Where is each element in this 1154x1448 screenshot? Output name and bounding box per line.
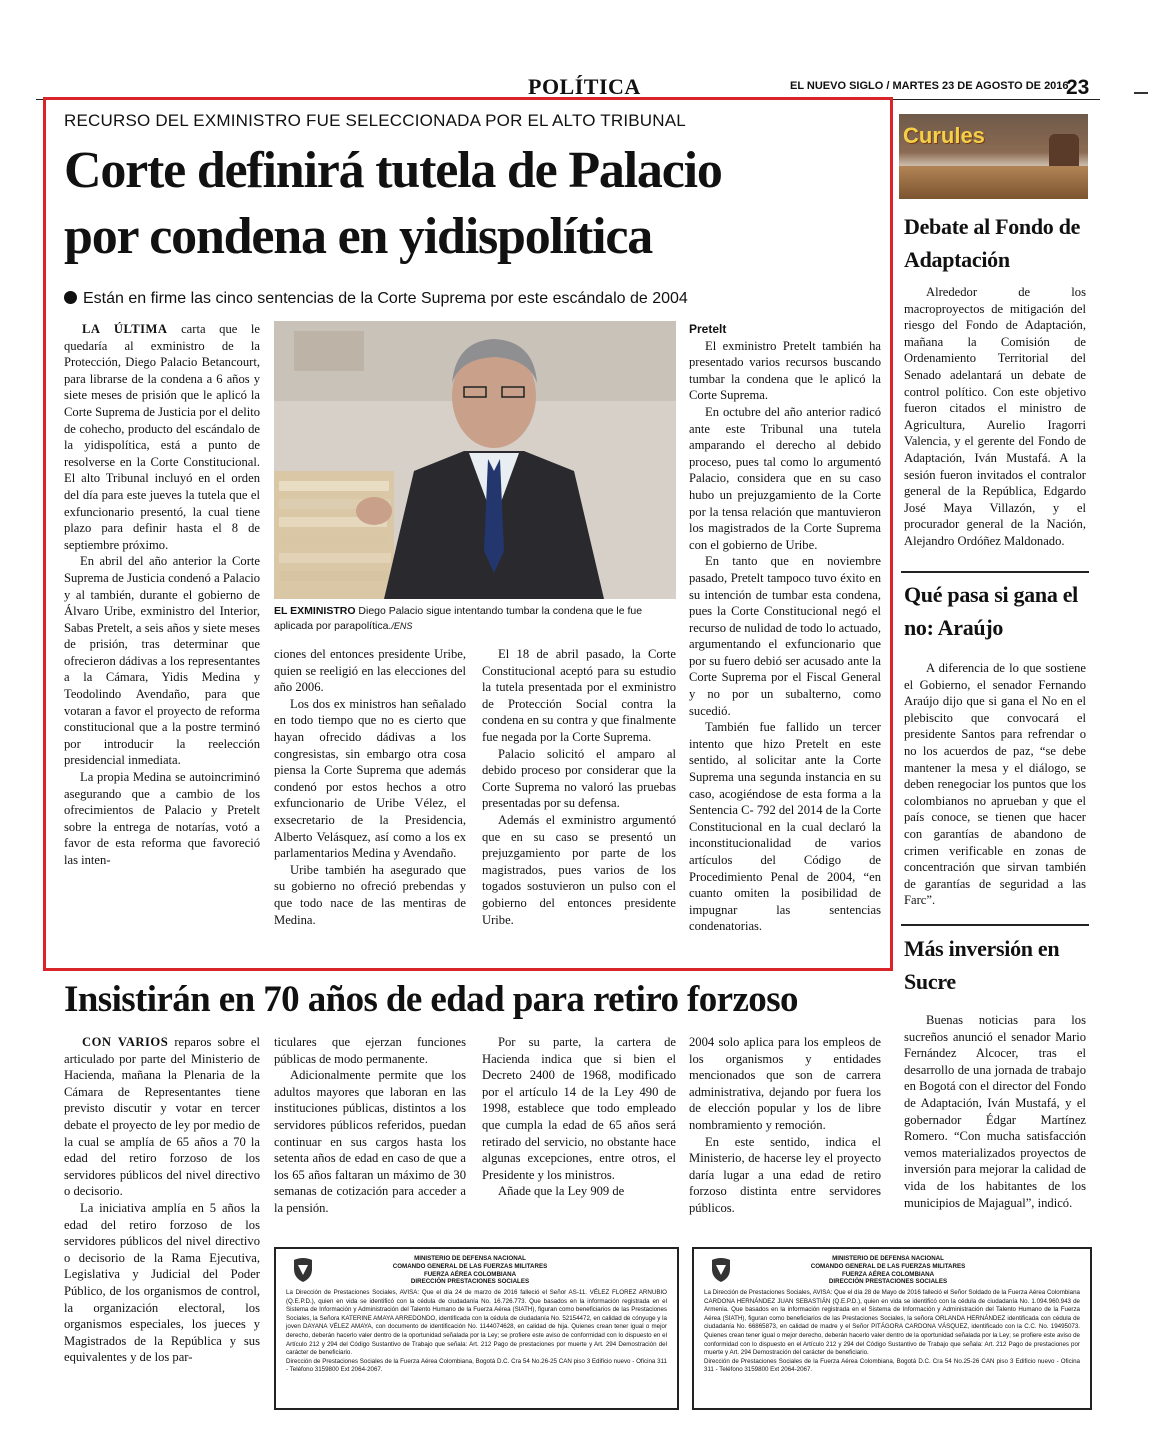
notice-text — [704, 1289, 1080, 1375]
sidebar-title-3: Más inversión en Sucre — [904, 936, 1060, 994]
desk-illustration — [899, 166, 1088, 199]
caption-head: EL EXMINISTRO — [274, 605, 356, 617]
caption-credit: /ENS — [391, 621, 413, 631]
paragraph: Alrededor de los macroproyectos de mitigación del riesgo del Fondo de Adaptación, mañana la Comisión de Ordenamiento Territorial del Senado adelantará un debate de control político. Con este objetivo fueron citados el ministro de Agricultura, Aurelio Iragorri Valencia, y el gerente del Fondo de Adaptación, Iván Mustafá. A la sesión fueron invitados el contralor general de la República, Edgardo José Maya Villazón, y el procurador general de la Nación, Alejandro Ordóñez Maldonado. — [904, 285, 1086, 548]
sidebar-divider — [901, 924, 1089, 926]
paragraph: A diferencia de lo que sostiene el Gobierno, el senador Fernando Araújo dijo que si gana el No en el plebiscito que convocará el presidente Santos para refrendar o no los acuerdos de paz, “se debe mantener la mesa y el diálogo, se deben renegociar los puntos que los colombianos no aprueban y que el país conoce, se tienen que hacer con garantías de abandono de crimen verificable en zonas de concentración que sirvan también de garantías de seguridad a las Farc”. — [904, 661, 1086, 908]
subhead-text: Están en firme las cinco sentencias de la Corte Suprema por este escándalo de 2004 — [83, 290, 688, 307]
date-line: EL NUEVO SIGLO / MARTES 23 DE AGOSTO DE 2016 — [790, 80, 1069, 92]
caption-text: Diego Palacio sigue intentando tumbar la condena que le fue aplicada por parapolítica. — [274, 605, 643, 632]
notice-text — [286, 1289, 667, 1375]
paragraph: ticulares que ejerzan funciones públicas de modo permanente. — [274, 1035, 466, 1066]
bullet-icon — [64, 291, 77, 304]
second-column-1 — [64, 1034, 260, 1406]
lead-in: LA ÚLTIMA — [82, 322, 168, 336]
photo-illustration — [274, 321, 676, 599]
paragraph: La iniciativa amplía en 5 años la edad del retiro forzoso de los servidores públicos del nivel directivo o decisorio de la Rama Ejecutiva, Legislativa y Judicial del Poder Público, de los organismos de control, la organización electoral, los organismos especiales, los jueces y Magistrados de la República y sus equivalentes y de los par- — [64, 1200, 260, 1365]
curules-badge — [899, 114, 1088, 199]
paragraph: En este sentido, indica el Ministerio, de hacerse ley el proyecto daría lugar a una edad de retiro forzoso distinta entre servidores públicos. — [689, 1134, 881, 1215]
article-photo — [274, 321, 676, 599]
notice-body: La Dirección de Prestaciones Sociales, AVISA: Que el día 28 de Mayo de 2016 falleció el Señor Soldado de la Fuerza Aérea Colombiana CARDONA HERNÁNDEZ JUAN SEBASTIÁN (Q.E.P.D.), quien en vida se identificó con la cédula de ciudadanía No. 1.094.960.943 de Armenia. Que basados en la información registrada en el Sistema de Información y Administración del Talento Humano de la Fuerza Aérea (SIATH), figuran como beneficiarios de las Prestaciones Sociales, la señora ORLANDA HERNÁNDEZ identificada con cédula de ciudadanía No. 66865873, en calidad de madre y el Señor PITÁGORA CARDONA VÁSQUEZ, identificado con la C.C. No. 19495073. Quienes crean tener igual o mejor derecho, deberán hacerlo valer dentro de la oportunidad señalada por la Ley; se profiere este aviso de conformidad con lo dispuesto en el Artículo 212 y 294 del Código Sustantivo de Trabajo que señala: Art. 212 Pago de prestaciones por muerte y Art. 294 Demostración del carácter de beneficiario. — [704, 1289, 1080, 1357]
paragraph: carta que le quedaría al exministro de la Protección, Diego Palacio Betancourt, para librarse de la condena a 6 años y siete meses de prisión que le aplicó la Corte Suprema de Justicia por el delito de cohecho, producto del escándalo de la yidispolítica, está a punto de resolverse en la Corte Constitucional. El alto Tribunal incluyó en el orden del día para este jueves la tutela que el exfuncionario presentó, la cual tiene plazo para definir hasta el 8 de septiembre próximo. — [64, 322, 260, 552]
paragraph: Uribe también ha asegurado que su gobierno no ofreció prebendas y que todo nace de las mentiras de Medina. — [274, 862, 466, 927]
sidebar-title-2: Qué pasa si gana el no: Araújo — [904, 582, 1078, 640]
second-column-3 — [482, 1034, 676, 1240]
notice-title-line: COMANDO GENERAL DE LAS FUERZAS MILITARES — [810, 1262, 966, 1270]
paragraph: reparos sobre el articulado por parte del Ministerio de Hacienda, mañana la Plenaria de la Cámara de Representantes tiene previsto discutir y votar en tercer debate el proyecto de ley por medio de la cual se amplía de 65 años a 70 la edad del retiro forzoso de los servidores públicos del nivel directivo o decisorio. — [64, 1035, 260, 1199]
notice-title-line: FUERZA AÉREA COLOMBIANA — [841, 1270, 935, 1278]
second-headline: Insistirán en 70 años de edad para retiro forzoso — [64, 979, 798, 1020]
section-title: POLÍTICA — [528, 74, 641, 99]
legal-notice-2 — [692, 1247, 1092, 1410]
lead-in: CON VARIOS — [82, 1035, 169, 1049]
article-column-2 — [274, 646, 466, 962]
paragraph: Además el exministro argumentó que en su caso se presentó un prejuzgamiento por parte de los magistrados, pues varios de los togados sostuvieron un pulso con el gobierno del entonces presidente Uribe. — [482, 812, 676, 927]
article-subhead — [64, 290, 864, 312]
paragraph: Buenas noticias para los sucreños anunció el senador Mario Fernández Alcocer, tras el desarrollo de una jornada de trabajo en Bogotá con el director del Fondo de Adaptación, Iván Mustafá, y el gobernador Édgar Martínez Romero. “Con mucha satisfacción vemos materializados proyectos de inversión para mejorar la calidad de vida de los habitantes de los municipios de Majagual”, indicó. — [904, 1013, 1086, 1210]
notice-title-line: DIRECCIÓN PRESTACIONES SOCIALES — [410, 1278, 530, 1286]
paragraph: La propia Medina se autoincriminó asegurando que a cambio de los ofrecimientos de Palacio y Pretelt sobre la entrega de notarías, votó a favor de esta reforma que favoreció las inten- — [64, 770, 260, 867]
article-column-4 — [689, 321, 881, 966]
legal-notice-1 — [274, 1247, 679, 1410]
sidebar-title-1: Debate al Fondo de Adaptación — [904, 214, 1081, 272]
second-column-2 — [274, 1034, 466, 1240]
notice-footer: Dirección de Prestaciones Sociales de la Fuerza Aérea Colombiana, Bogotá D.C. Cra 54 No.25-26 CAN piso 3 Edificio nuevo - Oficina 311 - Teléfono 3159800 Ext 2064-2067. — [704, 1357, 1080, 1374]
paragraph: En octubre del año anterior radicó ante este Tribunal una tutela amparando el derecho al debido proceso, pues tal como lo argumentó Palacio, considera que en su caso hubo un prejuzgamiento de la Corte por la tensa relación que mantuvieron los magistrados de la Corte Suprema con el gobierno de Uribe. — [689, 404, 881, 552]
paragraph: Palacio solicitó el amparo al debido proceso por considerar que la Corte Suprema no valoró las pruebas presentadas por su defensa. — [482, 746, 676, 811]
notice-title-line: MINISTERIO DE DEFENSA NACIONAL — [832, 1255, 944, 1262]
paragraph: El exministro Pretelt también ha presentado varios recursos buscando tumbar la condena que le aplicó la Corte Suprema. — [689, 338, 881, 403]
paragraph: ciones del entonces presidente Uribe, quien se reeligió en las elecciones del año 2006. — [274, 647, 466, 695]
second-column-4 — [689, 1034, 881, 1240]
paragraph: Los dos ex ministros han señalado en todo tiempo que no es cierto que hayan ofrecido dádivas a los congresistas, sin embargo otra cosa piensa la Corte Suprema que además condenó por estos hechos a otro exfuncionario de Uribe Vélez, el exsecretario de la Presidencia, Alberto Velásquez, así como a los ex parlamentarios Medina y Avendaño. — [274, 696, 466, 861]
page-number: 23 — [1066, 76, 1090, 99]
notice-title — [320, 1255, 620, 1286]
sidebar-text-3 — [904, 1012, 1086, 1222]
paragraph: El 18 de abril pasado, la Corte Constitucional aceptó para su estudio la tutela presentada por el exministro de Protección Social contra la condena en su contra y que finalmente fue negada por la Corte Suprema. — [482, 647, 676, 744]
paragraph: En abril del año anterior la Corte Suprema de Justicia condenó a Palacio y al también, durante el gobierno de Álvaro Uribe, exministro del Interior, Sabas Pretelt, a seis años y siete meses de prisión, tras determinar que ofrecieron dádivas a los representantes a la Cámara, Yidis Medina y Teodolindo Avendaño, para que votaran a favor el proyecto de reforma constitucional que a la postre terminó por introducir la reelección presidencial inmediata. — [64, 554, 260, 768]
coat-of-arms-icon — [710, 1257, 732, 1283]
sidebar-text-2 — [904, 660, 1086, 918]
paragraph: Añade que la Ley 909 de — [498, 1184, 625, 1199]
photo-caption — [274, 604, 676, 640]
column-subtitle: Pretelt — [689, 322, 727, 336]
paragraph: 2004 solo aplica para los empleos de los organismos y entidades mencionados que son de carrera administrativa, dejando por fuera los de elección popular y los de libre nombramiento y remoción. — [689, 1035, 881, 1132]
article-column-3 — [482, 646, 676, 962]
scan-mark — [1134, 92, 1148, 94]
paragraph: También fue fallido un tercer intento que hizo Pretelt en este sentido, al solicitar ante la Corte Suprema una segunda instancia en su caso, acogiéndose de esta forma a la Sentencia C- 792 del 2014 de la Corte Constitucional en la cual declaró la inconstitucionalidad de varios artículos del Código de Procedimiento Penal de 2004, “en cuanto omiten la posibilidad de impugnar las sentencias condenatorias. — [689, 720, 882, 934]
paragraph: Por su parte, la cartera de Hacienda indica que si bien el Decreto 2400 de 1968, modificado por el artículo 14 de la Ley 490 de 1998, establece que todo empleado que cumpla la edad de 65 años será retirado del servicio, no obstante hace algunas excepciones, entre otros, el Presidente y los ministros. — [482, 1035, 676, 1182]
article-kicker: RECURSO DEL EXMINISTRO FUE SELECCIONADA POR EL ALTO TRIBUNAL — [64, 111, 686, 130]
notice-title-line: COMANDO GENERAL DE LAS FUERZAS MILITARES — [392, 1262, 548, 1270]
notice-title-line: DIRECCIÓN PRESTACIONES SOCIALES — [828, 1278, 948, 1286]
notice-title — [738, 1255, 1038, 1286]
paragraph: En tanto que en noviembre pasado, Pretelt tampoco tuvo éxito en su intención de tumbar esta condena, pues la Corte Constitucional negó el recurso de nulidad de todo lo actuado, argumentando el exfuncionario que por su fuero debió ser acusado ante la Corte Suprema por el Fiscal General y no por un subalterno, como sucedió. — [689, 554, 881, 718]
headline-line-2: por condena en yidispolítica — [64, 208, 653, 265]
notice-title-line: FUERZA AÉREA COLOMBIANA — [423, 1270, 517, 1278]
notice-body: La Dirección de Prestaciones Sociales, AVISA: Que el día 24 de marzo de 2016 falleció el Señor AS-11. VÉLEZ FLOREZ ARNUBIO (Q.E.P.D.), quien en vida se identificó con la cédula de ciudadanía No. 16.726.773. Que basados en la información registrada en el Sistema de Información y Administración del Talento Humano de la Fuerza Aérea (SIATH), figuran como beneficiarios de las Prestaciones Sociales, la Señora KATERINE AMAYA ARREDONDO, identificada con la cédula de ciudadanía No. 52154472, en calidad de cónyuge y la joven DAYANA VÉLEZ AMAYA, con documento de identificación No. 1144074628, en calidad de hija. Quienes crean tener igual o mejor derecho, deberán hacerlo valer dentro de la oportunidad señalada por la Ley; se profiere este aviso de conformidad con lo dispuesto en el Artículo 212 y 294 del Código Sustantivo de Trabajo que señala: Art. 212 Pago de prestaciones por muerte y Art. 294 Demostración del carácter de beneficiario. — [286, 1289, 667, 1357]
notice-title-line: MINISTERIO DE DEFENSA NACIONAL — [414, 1255, 526, 1262]
curules-label: Curules — [903, 123, 985, 148]
sidebar-divider — [901, 571, 1089, 573]
sidebar-text-1 — [904, 284, 1086, 568]
notice-footer: Dirección de Prestaciones Sociales de la Fuerza Aérea Colombiana, Bogotá D.C. Cra 54 No.26-25 CAN piso 3 Edificio nuevo - Oficina 311 - Teléfono 3159800 Ext 2064-2067. — [286, 1357, 667, 1374]
article-headline — [64, 138, 864, 278]
headline-line-1: Corte definirá tutela de Palacio — [64, 142, 722, 199]
paragraph: Adicionalmente permite que los adultos mayores que laboran en las instituciones públicas, distintos a los servidores públicos referidos, puedan continuar en sus cargos hasta los setenta años de edad en caso de que a los 65 años faltaran un máximo de 30 semanas de cotización para acceder a la pensión. — [274, 1068, 466, 1215]
article-column-1 — [64, 321, 260, 961]
coat-of-arms-icon — [292, 1257, 314, 1283]
